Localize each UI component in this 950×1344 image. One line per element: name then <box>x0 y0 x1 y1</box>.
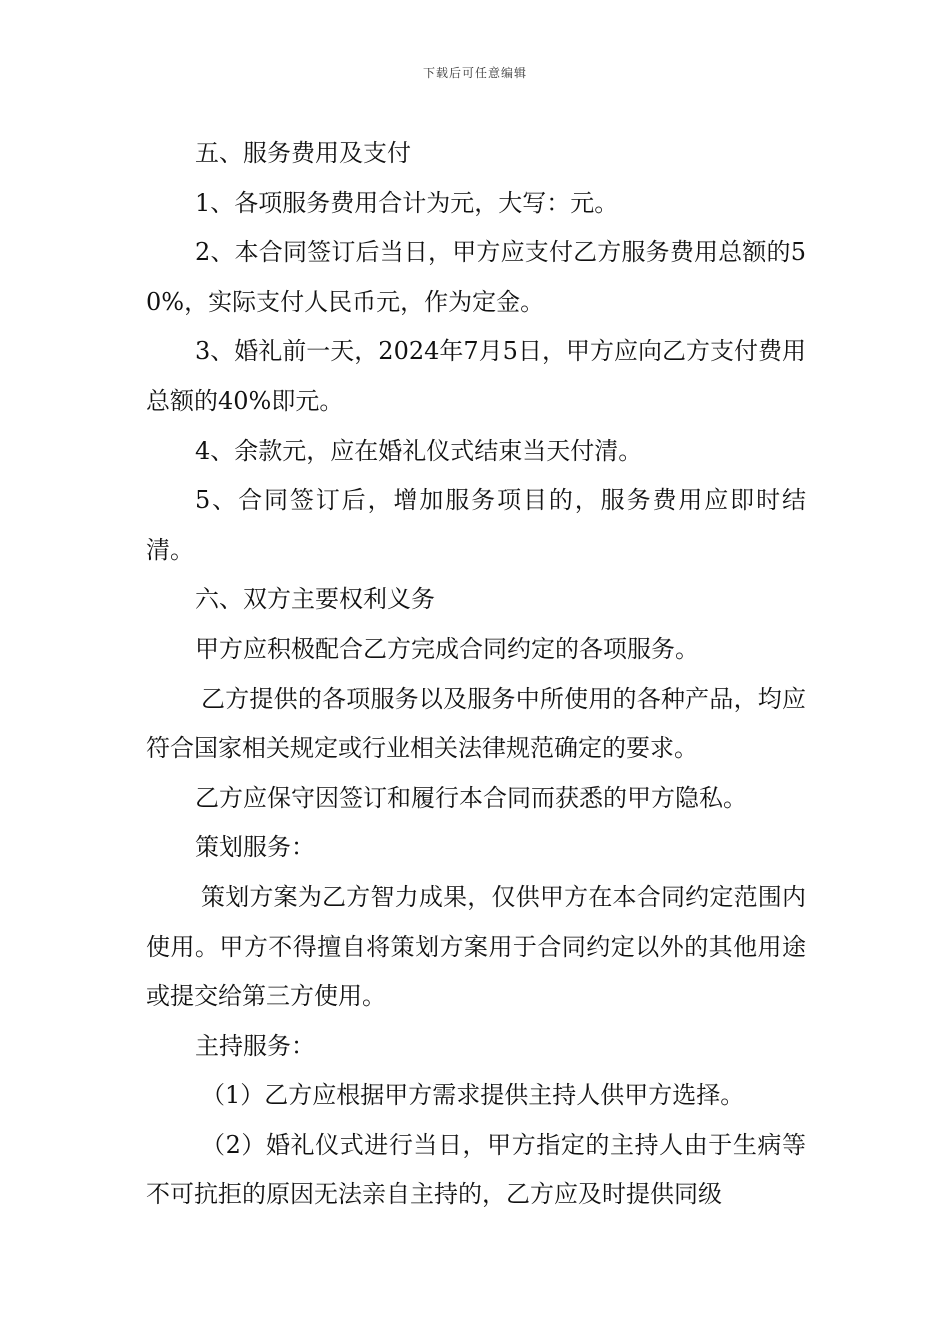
paragraph-party-a-cooperate: 甲方应积极配合乙方完成合同约定的各项服务。 <box>195 634 699 663</box>
paragraph-deposit: 2、本合同签订后当日，甲方应支付乙方服务费用总额的50%，实际支付人民币元，作为定金。 <box>146 238 806 316</box>
paragraph-added-services: 5、合同签订后，增加服务项目的，服务费用应即时结清。 <box>146 486 806 564</box>
section-heading-fees: 五、服务费用及支付 <box>195 139 411 167</box>
document-body <box>146 129 806 1220</box>
download-note-header: 下载后可任意编辑 <box>422 66 527 80</box>
subheading-planning: 策划服务： <box>195 833 315 862</box>
paragraph-host-replacement: （2）婚礼仪式进行当日，甲方指定的主持人由于生病等不可抗拒的原因无法亲自主持的，乙方应及时提供同级 <box>146 1130 806 1209</box>
section-heading-rights: 六、双方主要权利义务 <box>195 585 435 614</box>
paragraph-party-b-standards: 乙方提供的各项服务以及服务中所使用的各种产品，均应符合国家相关规定或行业相关法律规范确定的要求。 <box>146 684 806 763</box>
paragraph-fee-total: 1、各项服务费用合计为元，大写：元。 <box>195 188 619 217</box>
paragraph-host-selection: （1）乙方应根据甲方需求提供主持人供甲方选择。 <box>201 1081 745 1110</box>
paragraph-balance: 4、余款元，应在婚礼仪式结束当天付清。 <box>195 436 643 465</box>
subheading-hosting: 主持服务： <box>195 1031 315 1060</box>
paragraph-planning-ip: 策划方案为乙方智力成果，仅供甲方在本合同约定范围内使用。甲方不得擅自将策划方案用于合同约定以外的其他用途或提交给第三方使用。 <box>146 882 806 1011</box>
paragraph-privacy: 乙方应保守因签订和履行本合同而获悉的甲方隐私。 <box>195 783 747 812</box>
paragraph-pre-wedding-payment: 3、婚礼前一天，2024年7月5日，甲方应向乙方支付费用总额的40%即元。 <box>146 337 806 415</box>
